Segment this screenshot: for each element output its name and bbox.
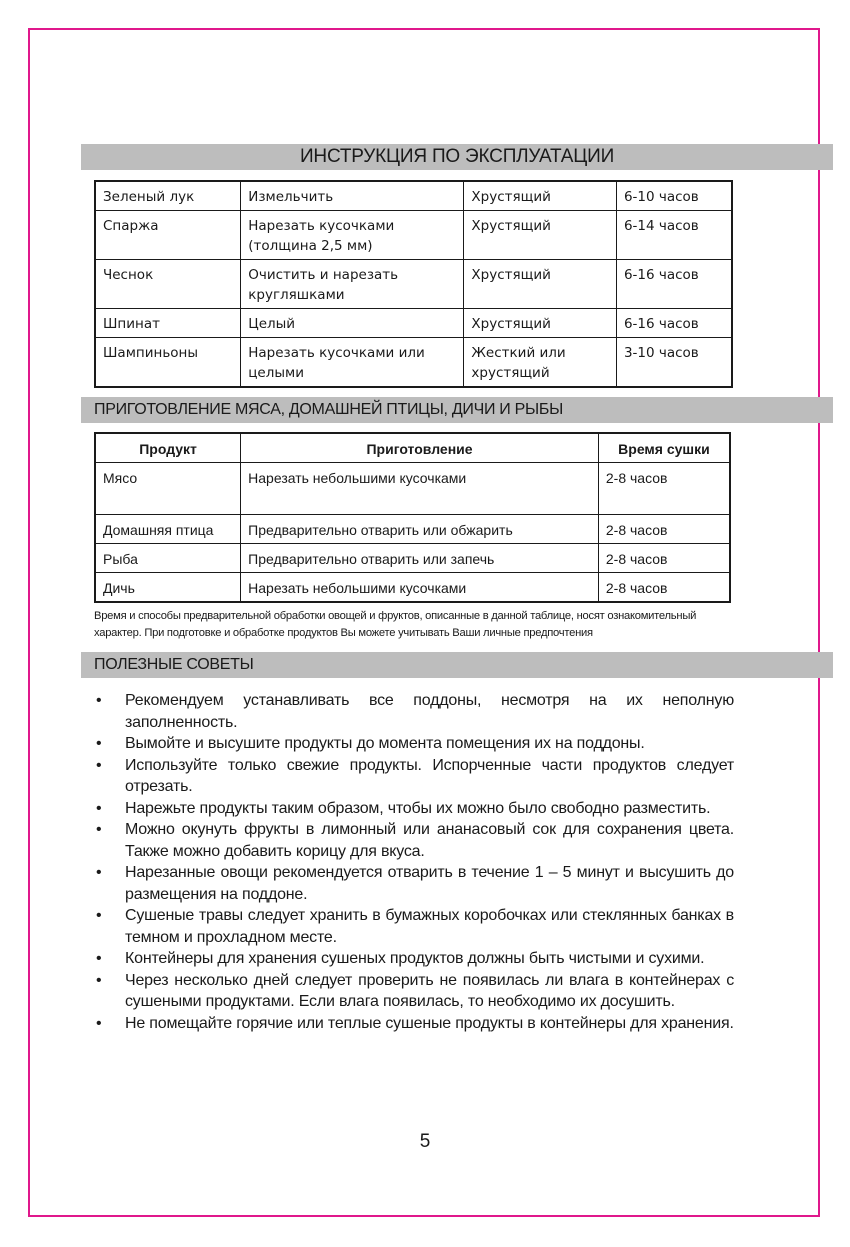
time-cell: 6-14 часов: [616, 211, 732, 260]
bullet-icon: •: [96, 821, 102, 838]
product-cell: Мясо: [95, 463, 241, 515]
meat-section-title: ПРИГОТОВЛЕНИЕ МЯСА, ДОМАШНЕЙ ПТИЦЫ, ДИЧИ И РЫБЫ: [81, 397, 833, 423]
page-number: 5: [419, 1131, 431, 1152]
bullet-icon: •: [96, 907, 102, 924]
column-header-product: Продукт: [95, 433, 241, 463]
preparation-cell: Целый: [241, 309, 464, 338]
disclaimer-note: Время и способы предварительной обработки овощей и фруктов, описанные в данной таблице, носят ознакомительный характер. При подготовке и обработке продуктов Вы можете учитывать Ваши личные предпочтения: [94, 610, 697, 639]
bullet-icon: •: [96, 864, 102, 881]
time-cell: 6-16 часов: [616, 260, 732, 309]
time-cell: 3-10 часов: [616, 338, 732, 388]
preparation-cell: Нарезать небольшими кусочками: [241, 573, 599, 603]
result-cell: Хрустящий: [464, 211, 617, 260]
product-cell: Спаржа: [95, 211, 241, 260]
result-cell: Хрустящий: [464, 260, 617, 309]
preparation-cell: Очистить и нарезать кругляшками: [241, 260, 464, 309]
bullet-icon: •: [96, 799, 102, 817]
bullet-icon: •: [96, 971, 102, 989]
product-cell: Шампиньоны: [95, 338, 241, 388]
vegetables-table: [94, 180, 733, 388]
table-row: [95, 573, 730, 603]
time-cell: 2-8 часов: [598, 544, 730, 573]
table-row: [95, 544, 730, 573]
column-header-drying-time: Время сушки: [598, 433, 730, 463]
list-item: [94, 819, 734, 862]
preparation-cell: Нарезать небольшими кусочками: [241, 463, 599, 515]
list-item: [94, 755, 734, 798]
table-row: [95, 211, 732, 260]
bullet-icon: •: [96, 756, 102, 774]
tip-text: Контейнеры для хранения сушеных продуктов должны быть чистыми и сухими.: [125, 950, 705, 967]
table-header-row: [95, 433, 730, 463]
list-item: [94, 905, 734, 948]
tips-section-title: ПОЛЕЗНЫЕ СОВЕТЫ: [81, 652, 833, 678]
tip-text: Вымойте и высушите продукты до момента помещения их на поддоны.: [125, 735, 645, 752]
table-row: [95, 338, 732, 388]
result-cell: Хрустящий: [464, 309, 617, 338]
bullet-icon: •: [96, 1014, 102, 1032]
product-cell: Рыба: [95, 544, 241, 573]
tips-list: [94, 690, 734, 1034]
list-item: [94, 690, 734, 733]
time-cell: 2-8 часов: [598, 573, 730, 603]
list-item: [94, 798, 734, 820]
column-header-preparation: Приготовление: [241, 433, 599, 463]
tip-text: Через несколько дней следует проверить не появилась ли влага в контейнерах с сушеными продуктами. Если влага появилась, то необходимо их досушить.: [125, 971, 734, 1010]
tip-text: Сушеные травы следует хранить в бумажных коробочках или стеклянных банках в темном и прохладном месте.: [125, 907, 734, 946]
product-cell: Дичь: [95, 573, 241, 603]
tip-text: Используйте только свежие продукты. Испорченные части продуктов следует отрезать.: [125, 756, 734, 795]
time-cell: 6-10 часов: [616, 181, 732, 211]
preparation-cell: Предварительно отварить или обжарить: [241, 515, 599, 544]
list-item: [94, 733, 734, 755]
table-row: [95, 260, 732, 309]
product-cell: Зеленый лук: [95, 181, 241, 211]
meat-table: [94, 432, 731, 603]
tip-text: Нарежьте продукты таким образом, чтобы их можно было свободно разместить.: [125, 799, 711, 817]
tip-text: Рекомендуем устанавливать все поддоны, несмотря на их неполную заполненность.: [125, 692, 734, 731]
preparation-cell: Нарезать кусочками (толщина 2,5 мм): [241, 211, 464, 260]
tip-text: Нарезанные овощи рекомендуется отварить в течение 1 – 5 минут и высушить до размещения на поддоне.: [125, 864, 734, 903]
table-row: [95, 463, 730, 515]
time-cell: 2-8 часов: [598, 463, 730, 515]
table-row: [95, 309, 732, 338]
tip-text: Можно окунуть фрукты в лимонный или ананасовый сок для сохранения цвета. Также можно добавить корицу для вкуса.: [125, 821, 734, 860]
list-item: [94, 970, 734, 1013]
bullet-icon: •: [96, 950, 102, 967]
time-cell: 2-8 часов: [598, 515, 730, 544]
preparation-cell: Измельчить: [241, 181, 464, 211]
list-item: [94, 862, 734, 905]
preparation-cell: Предварительно отварить или запечь: [241, 544, 599, 573]
list-item: [94, 1013, 734, 1035]
product-cell: Домашняя птица: [95, 515, 241, 544]
time-cell: 6-16 часов: [616, 309, 732, 338]
result-cell: Хрустящий: [464, 181, 617, 211]
tip-text: Не помещайте горячие или теплые сушеные продукты в контейнеры для хранения.: [125, 1014, 734, 1032]
product-cell: Шпинат: [95, 309, 241, 338]
preparation-cell: Нарезать кусочками или целыми: [241, 338, 464, 388]
bullet-icon: •: [96, 735, 102, 752]
table-row: [95, 181, 732, 211]
list-item: [94, 948, 734, 970]
page-title: ИНСТРУКЦИЯ ПО ЭКСПЛУАТАЦИИ: [81, 144, 833, 170]
table-row: [95, 515, 730, 544]
result-cell: Жесткий или хрустящий: [464, 338, 617, 388]
bullet-icon: •: [96, 692, 102, 709]
product-cell: Чеснок: [95, 260, 241, 309]
